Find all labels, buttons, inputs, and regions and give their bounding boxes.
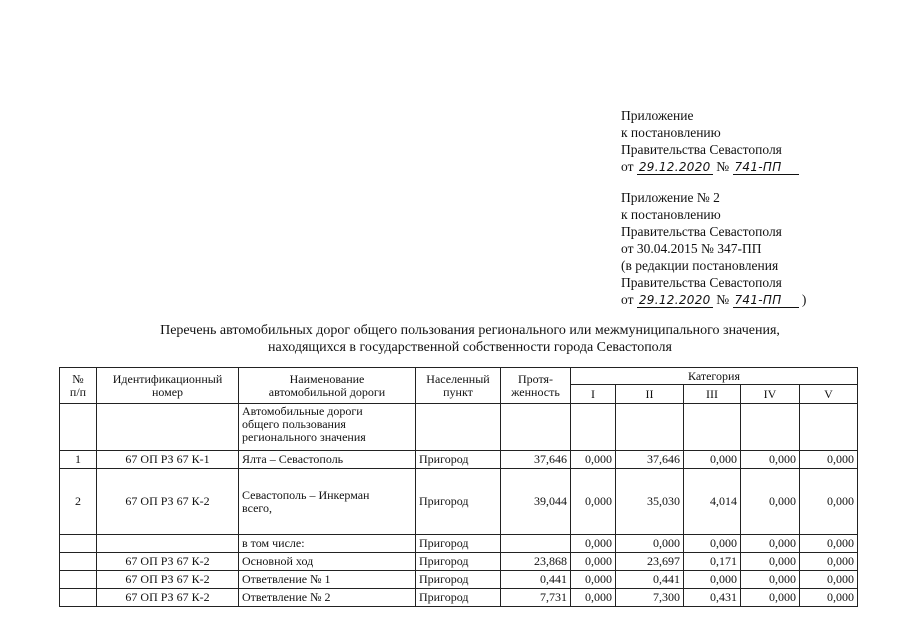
header-settlement: Населенный пункт: [416, 368, 501, 404]
cell-cat-2: 23,697: [616, 553, 684, 571]
cell-num: [60, 535, 97, 553]
cell-num: [60, 571, 97, 589]
cell-name: Ответвление № 1: [239, 571, 416, 589]
cell-id: 67 ОП РЗ 67 К-2: [97, 589, 239, 607]
annex2-no: №: [716, 292, 730, 307]
annex2-number: 741-ПП: [733, 293, 799, 308]
cell-cat-3: 0,000: [684, 571, 741, 589]
annex2-line6: Правительства Севастополя: [621, 275, 782, 290]
cell-length: 23,868: [501, 553, 571, 571]
header-cat-2: II: [616, 385, 684, 404]
annex2-date: 29.12.2020: [637, 293, 713, 308]
annex2-line2: к постановлению: [621, 207, 721, 222]
annex1-no: №: [716, 159, 730, 174]
table-row: [60, 469, 858, 535]
cell-cat-2: 35,030: [616, 469, 684, 535]
header-length: Протя- женность: [501, 368, 571, 404]
cell-name: Основной ход: [239, 553, 416, 571]
title-line2: находящихся в государственной собственности города Севастополя: [268, 340, 672, 355]
cell-settlement: Пригород: [416, 451, 501, 469]
title-line1: Перечень автомобильных дорог общего пользования регионального или межмуниципального значения,: [160, 323, 780, 338]
cell-cat-5: 0,000: [800, 535, 858, 553]
cell-length: 37,646: [501, 451, 571, 469]
annex2-line1: Приложение № 2: [621, 190, 720, 205]
cell-settlement: Пригород: [416, 589, 501, 607]
header-category: Категория: [571, 368, 858, 385]
cell-length: 39,044: [501, 469, 571, 535]
table-row: [60, 451, 858, 469]
cell-cat-3: 0,000: [684, 535, 741, 553]
cell-id: 67 ОП РЗ 67 К-2: [97, 469, 239, 535]
cell-cat-5: 0,000: [800, 553, 858, 571]
annex1-line2: к постановлению: [621, 125, 721, 140]
cell-cat-5: 0,000: [800, 571, 858, 589]
table-row: [60, 553, 858, 571]
cell-cat-5: 0,000: [800, 451, 858, 469]
annex1-date: 29.12.2020: [637, 160, 713, 175]
cell-cat-5: 0,000: [800, 469, 858, 535]
cell-name: Ялта – Севастополь: [239, 451, 416, 469]
annex2-line5: (в редакции постановления: [621, 258, 779, 273]
header-cat-1: I: [571, 385, 616, 404]
cell-cat-1: 0,000: [571, 535, 616, 553]
cell-cat-5: 0,000: [800, 589, 858, 607]
annex-block-1: [621, 107, 799, 175]
cell-settlement: Пригород: [416, 535, 501, 553]
table-row: [60, 589, 858, 607]
annex1-date-line: [621, 158, 799, 175]
cell-cat-4: 0,000: [741, 553, 800, 571]
roads-table: [59, 367, 858, 607]
cell-cat-4: 0,000: [741, 535, 800, 553]
document-title: [120, 322, 820, 356]
cell-settlement: Пригород: [416, 571, 501, 589]
cell-id: [97, 535, 239, 553]
cell-id: 67 ОП РЗ 67 К-2: [97, 571, 239, 589]
cell-num: 1: [60, 451, 97, 469]
cell-cat-1: 0,000: [571, 451, 616, 469]
annex1-number: 741-ПП: [733, 160, 799, 175]
annex2-date-line: [621, 291, 806, 308]
cell-cat-2: 0,441: [616, 571, 684, 589]
annex-block-2: [621, 189, 806, 308]
cell-cat-2: 37,646: [616, 451, 684, 469]
cell-length: 7,731: [501, 589, 571, 607]
table-row: [60, 535, 858, 553]
annex1-from: от: [621, 159, 634, 174]
annex2-line4: от 30.04.2015 № 347-ПП: [621, 241, 762, 256]
cell-cat-4: 0,000: [741, 469, 800, 535]
cell-cat-4: 0,000: [741, 451, 800, 469]
cell-num: [60, 553, 97, 571]
header-cat-4: IV: [741, 385, 800, 404]
annex1-line3: Правительства Севастополя: [621, 142, 782, 157]
cell-cat-2: 7,300: [616, 589, 684, 607]
cell-id: 67 ОП РЗ 67 К-1: [97, 451, 239, 469]
annex2-close: ): [801, 292, 807, 307]
cell-name: в том числе:: [239, 535, 416, 553]
cell-cat-3: 4,014: [684, 469, 741, 535]
cell-cat-3: 0,431: [684, 589, 741, 607]
annex2-from: от: [621, 292, 634, 307]
cell-num: 2: [60, 469, 97, 535]
header-cat-5: V: [800, 385, 858, 404]
cell-id: 67 ОП РЗ 67 К-2: [97, 553, 239, 571]
header-cat-3: III: [684, 385, 741, 404]
table-row: [60, 571, 858, 589]
header-id: Идентификационный номер: [97, 368, 239, 404]
cell-cat-1: 0,000: [571, 589, 616, 607]
cell-cat-1: 0,000: [571, 553, 616, 571]
section-label: Автомобильные дороги общего пользования регионального значения: [239, 404, 416, 451]
cell-cat-3: 0,171: [684, 553, 741, 571]
cell-name: Ответвление № 2: [239, 589, 416, 607]
annex2-line3: Правительства Севастополя: [621, 224, 782, 239]
cell-name: Севастополь – Инкерман всего,: [239, 469, 416, 535]
cell-length: 0,441: [501, 571, 571, 589]
cell-settlement: Пригород: [416, 469, 501, 535]
cell-cat-1: 0,000: [571, 469, 616, 535]
cell-cat-3: 0,000: [684, 451, 741, 469]
cell-num: [60, 589, 97, 607]
header-num: № п/п: [60, 368, 97, 404]
header-name: Наименование автомобильной дороги: [239, 368, 416, 404]
annex1-line1: Приложение: [621, 108, 694, 123]
cell-length: [501, 535, 571, 553]
cell-settlement: Пригород: [416, 553, 501, 571]
cell-cat-2: 0,000: [616, 535, 684, 553]
section-row: [60, 404, 858, 451]
cell-cat-1: 0,000: [571, 571, 616, 589]
cell-cat-4: 0,000: [741, 589, 800, 607]
cell-cat-4: 0,000: [741, 571, 800, 589]
